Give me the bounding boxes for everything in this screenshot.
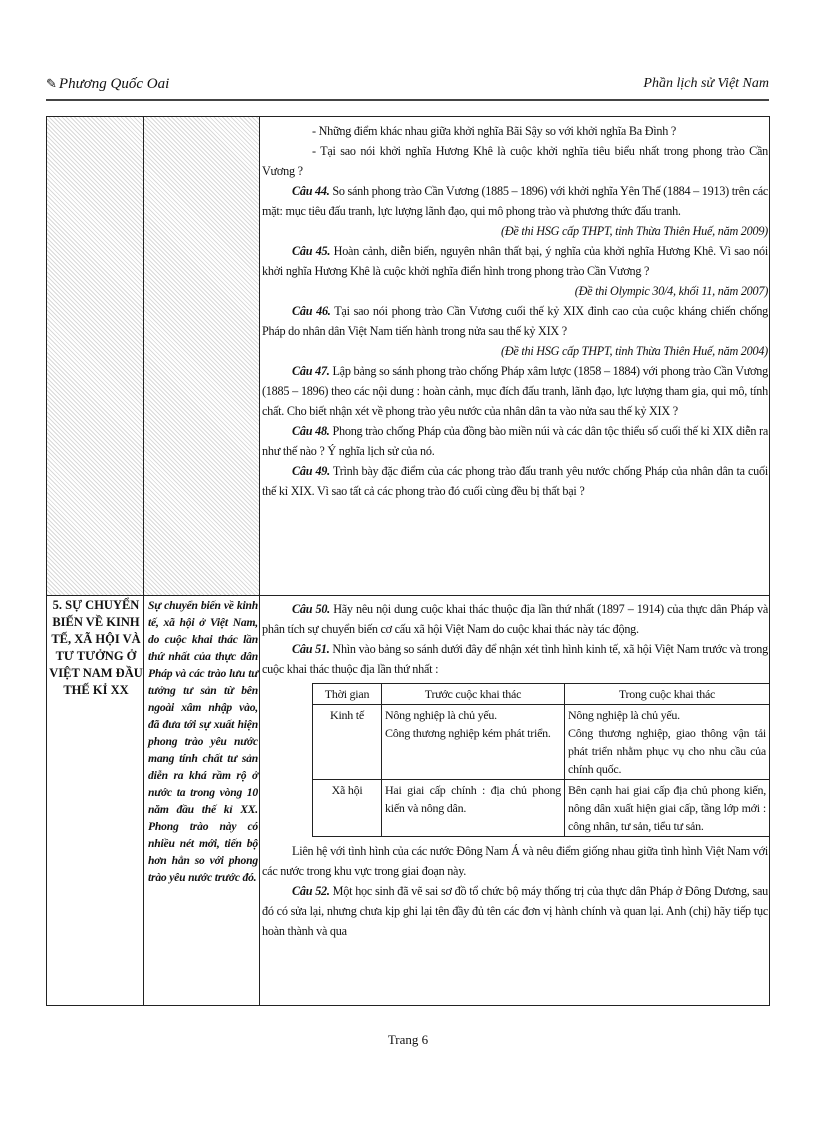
header-divider (46, 99, 769, 101)
table-header-cell: Trước cuộc khai thác (382, 684, 565, 705)
topic-5-description: Sự chuyển biến về kinh tế, xã hội ở Việt Nam, do cuộc khai thác lần thứ nhất của thực dân Pháp và các trào lưu tư tưởng tư sản từ bên ngoài xâm nhập vào, đã đưa tới sự xuất hiện phong trào yêu nước mang tính chất tư sản diễn ra khá rầm rộ ở nước ta trong vòng 10 năm đầu thế kỉ XX. Phong trào này có nhiều nét mới, tiến bộ hơn hẳn so với phong trào yêu nước trước đó. (148, 599, 258, 884)
questions-block-2 (262, 599, 768, 941)
question-46: Câu 46. Tại sao nói phong trào Cần Vương cuối thế kỷ XIX đỉnh cao của cuộc kháng chiến chống Pháp do nhân dân Việt Nam tiến hành trong nửa sau thế kỷ XIX ? (262, 304, 769, 338)
question-47: Câu 47. Lập bảng so sánh phong trào chống Pháp xâm lược (1858 – 1884) với phong trào Cần Vương (1885 – 1896) theo các nội dung : hoàn cảnh, mục đích đấu tranh, lãnh đạo, lực lượng tham gia, qui mô, tính chất. Cho biết nhận xét về phong trào yêu nước của nhân dân ta vào nửa sau thế kỷ XIX ? (262, 364, 768, 418)
pen-icon: ✎ (46, 76, 57, 91)
table-header-cell: Thời gian (313, 684, 382, 705)
questions-block-1 (262, 121, 768, 501)
table-cell: Hai giai cấp chính : địa chủ phong kiến và nông dân. (382, 780, 565, 837)
table-row-label: Xã hội (313, 780, 382, 837)
hatch-cell-2 (144, 117, 259, 595)
author-name: Phương Quốc Oai (58, 76, 170, 92)
question-46-source: (Đề thi HSG cấp THPT, tỉnh Thừa Thiên Huế, năm 2004) (501, 344, 768, 358)
question-50: Câu 50. Hãy nêu nội dung cuộc khai thác thuộc địa lần thứ nhất (1897 – 1914) của thực dân Pháp và phân tích sự chuyển biến cơ cấu xã hội Việt Nam do cuộc khai thác này tác động. (262, 602, 768, 636)
table-cell: Nông nghiệp là chủ yếu. Công thương nghiệp, giao thông vận tải phát triển nhằm phục vụ cho nhu cầu của chính quốc. (565, 705, 770, 780)
bullet-1: - Những điểm khác nhau giữa khởi nghĩa Bãi Sậy so với khởi nghĩa Ba Đình ? (312, 124, 677, 138)
table-row (313, 780, 770, 837)
question-45-source: (Đề thi Olympic 30/4, khối 11, năm 2007) (574, 284, 768, 298)
column-divider-1 (143, 117, 144, 1005)
table-cell: Bên cạnh hai giai cấp địa chủ phong kiến, nông dân xuất hiện giai cấp, tầng lớp mới : công nhân, tư sản, tiểu tư sản. (565, 780, 770, 837)
page-number: Trang 6 (387, 1032, 429, 1047)
question-44: Câu 44. So sánh phong trào Cần Vương (1885 – 1896) với khởi nghĩa Yên Thế (1884 – 1913) trên các mặt: mục tiêu đấu tranh, lực lượng lãnh đạo, qui mô phong trào và phương thức đấu tranh. (262, 184, 769, 218)
row-divider (47, 595, 769, 596)
table-header-row (313, 684, 770, 705)
question-49: Câu 49. Trình bày đặc điểm của các phong trào đấu tranh yêu nước chống Pháp của nhân dân ta cuối thế kỉ XIX. Vì sao tất cả các phong trào đó cuối cùng đều bị thất bại ? (262, 464, 768, 498)
question-51: Câu 51. Nhìn vào bảng so sánh dưới đây để nhận xét tình hình kinh tế, xã hội Việt Nam trước và trong cuộc khai thác thuộc địa lần thứ nhất : (262, 642, 768, 676)
question-51-followup: Liên hệ với tình hình của các nước Đông Nam Á và nêu điểm giống nhau giữa tình hình Việt Nam với các nước trong khu vực trong giai đoạn này. (262, 844, 768, 878)
topic-5-title: 5. SỰ CHUYỂN BIẾN VỀ KINH TẾ, XÃ HỘI VÀ TƯ TƯỞNG Ở VIỆT NAM ĐẦU THẾ KỈ XX (49, 598, 143, 697)
question-44-source: (Đề thi HSG cấp THPT, tỉnh Thừa Thiên Huế, năm 2009) (501, 224, 768, 238)
table-header-cell: Trong cuộc khai thác (565, 684, 770, 705)
table-row-label: Kinh tế (313, 705, 382, 780)
column-divider-2 (259, 117, 260, 1005)
question-45: Câu 45. Hoàn cảnh, diễn biến, nguyên nhân thất bại, ý nghĩa của khởi nghĩa Hương Khê. Vì sao nói khởi nghĩa Hương Khê là cuộc khởi nghĩa điển hình trong phong trào Cần Vương ? (262, 244, 768, 278)
page-header (46, 76, 769, 98)
bullet-2: - Tại sao nói khởi nghĩa Hương Khê là cuộc khởi nghĩa tiêu biểu nhất trong phong trào Cần Vương ? (262, 144, 768, 178)
content-table (46, 116, 770, 1006)
table-row (313, 705, 770, 780)
hatch-cell-1 (47, 117, 143, 595)
table-cell: Nông nghiệp là chủ yếu. Công thương nghiệp kém phát triển. (382, 705, 565, 780)
question-52: Câu 52. Một học sinh đã vẽ sai sơ đồ tổ chức bộ máy thống trị của thực dân Pháp ở Đông Dương, sau đó có sửa lại, nhưng chưa kịp ghi lại tên đầy đủ tên các đơn vị hành chính và quan lại. Anh (chị) hãy tiếp tục hoàn thành và qua (262, 884, 768, 938)
question-48: Câu 48. Phong trào chống Pháp của đồng bào miền núi và các dân tộc thiểu số cuối thế kỉ XIX diễn ra như thế nào ? Ý nghĩa lịch sử của nó. (262, 424, 768, 458)
comparison-table (312, 683, 770, 837)
author-label (46, 76, 169, 93)
section-title: Phần lịch sử Việt Nam (643, 76, 769, 91)
